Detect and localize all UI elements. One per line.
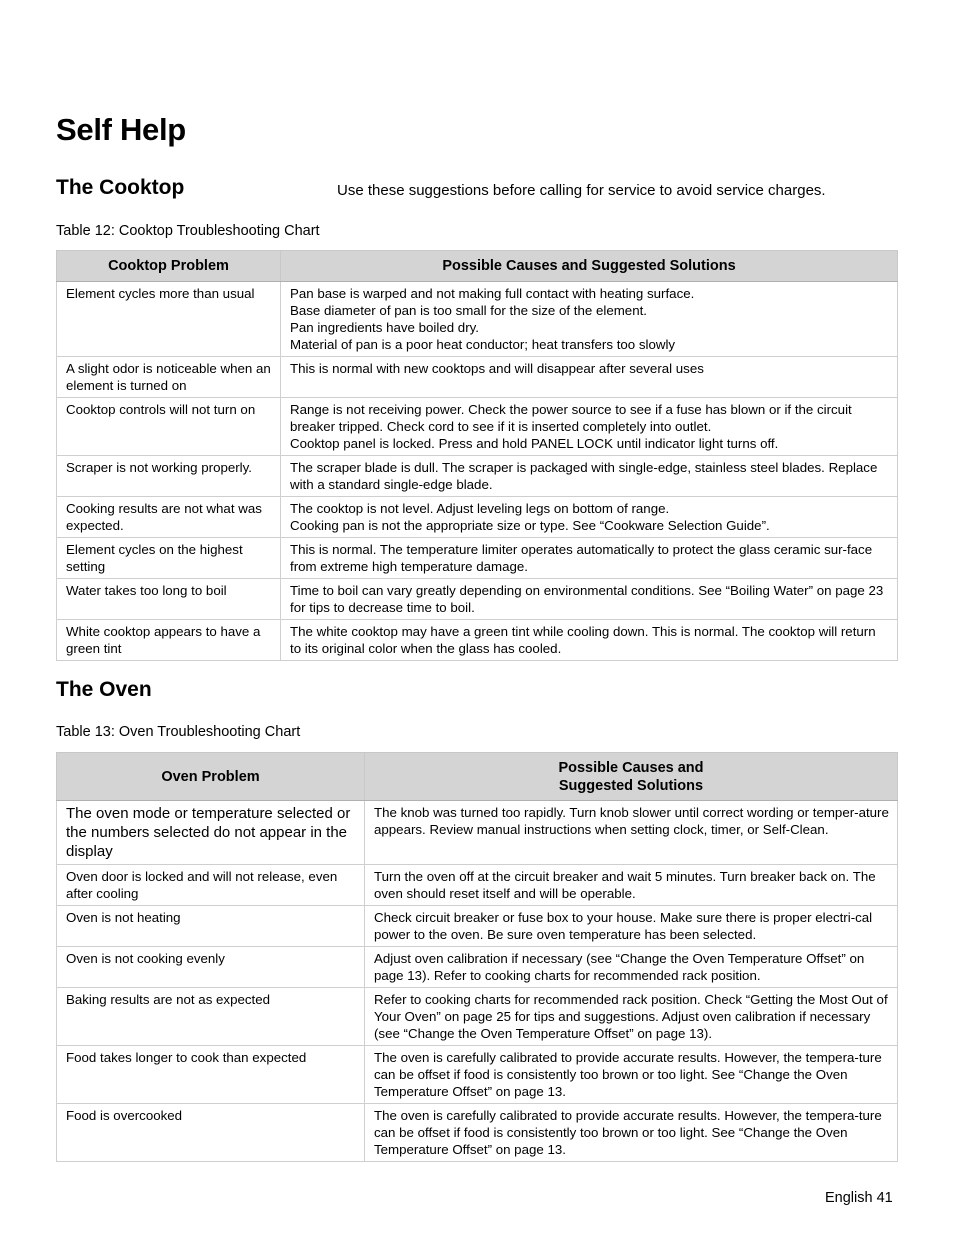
table-row (57, 538, 898, 579)
solution-line: The white cooktop may have a green tint while cooling down. This is normal. The cooktop will return to its original color when the glass has cooled. (290, 624, 876, 656)
header-line: Possible Causes and (558, 759, 704, 776)
cooktop-intro: Use these suggestions before calling for service to avoid service charges. (337, 182, 826, 199)
solution-line: Cooktop panel is locked. Press and hold PANEL LOCK until indicator light turns off. (290, 436, 779, 451)
solution-line: Material of pan is a poor heat conductor; heat transfers too slowly (290, 337, 676, 352)
solution-cell (365, 801, 898, 865)
cooktop-table-body (57, 282, 898, 661)
problem-cell: Element cycles more than usual (57, 282, 281, 357)
solution-cell (281, 538, 898, 579)
problem-cell: Scraper is not working properly. (57, 456, 281, 497)
solution-line: Range is not receiving power. Check the power source to see if a fuse has blown or if the circuit breaker tripped. Check cord to see if it is inserted completely into outlet. (290, 402, 852, 434)
oven-troubleshooting-table (56, 752, 898, 1162)
column-header-problem: Oven Problem (57, 753, 365, 801)
problem-cell: Oven is not heating (57, 906, 365, 947)
table-row (57, 988, 898, 1046)
solution-cell (365, 1046, 898, 1104)
solution-cell (365, 947, 898, 988)
table-row (57, 357, 898, 398)
solution-cell (281, 282, 898, 357)
cooktop-troubleshooting-table (56, 250, 898, 661)
solution-line: Check circuit breaker or fuse box to your house. Make sure there is proper electri-cal power to the oven. Be sure oven temperature has been selected. (374, 910, 873, 942)
problem-cell: Cooking results are not what was expected. (57, 497, 281, 538)
table-row (57, 906, 898, 947)
problem-cell: Food is overcooked (57, 1104, 365, 1162)
problem-cell: Cooktop controls will not turn on (57, 398, 281, 456)
problem-cell: Food takes longer to cook than expected (57, 1046, 365, 1104)
solution-line: This is normal. The temperature limiter operates automatically to protect the glass ceramic sur-face from extreme high temperature damage. (290, 542, 873, 574)
table-row (57, 282, 898, 357)
column-header-solutions (365, 753, 898, 801)
table-row (57, 865, 898, 906)
solution-cell (281, 456, 898, 497)
page-footer: English 41 (825, 1190, 893, 1206)
problem-cell: White cooktop appears to have a green tint (57, 620, 281, 661)
table-row (57, 1104, 898, 1162)
solution-line: The knob was turned too rapidly. Turn knob slower until correct wording or temper-ature appears. Review manual instructions when setting clock, timer, or Self-Clean. (374, 805, 889, 837)
problem-cell: Baking results are not as expected (57, 988, 365, 1046)
solution-line: Adjust oven calibration if necessary (see “Change the Oven Temperature Offset” on page 13). Refer to cooking charts for recommended rack position. (374, 951, 865, 983)
solution-cell (281, 357, 898, 398)
solution-line: The oven is carefully calibrated to provide accurate results. However, the tempera-ture can be offset if food is consistently too brown or too light. See “Change the Oven Temperature Offset” on page 13. (374, 1108, 882, 1157)
problem-cell: A slight odor is noticeable when an element is turned on (57, 357, 281, 398)
problem-cell: Element cycles on the highest setting (57, 538, 281, 579)
solution-cell (365, 906, 898, 947)
solution-line: The cooktop is not level. Adjust leveling legs on bottom of range. (290, 501, 670, 516)
problem-cell: Oven is not cooking evenly (57, 947, 365, 988)
problem-cell: The oven mode or temperature selected or the numbers selected do not appear in the display (57, 801, 365, 865)
solution-line: Pan base is warped and not making full contact with heating surface. (290, 286, 695, 301)
solution-line: Cooking pan is not the appropriate size or type. See “Cookware Selection Guide”. (290, 518, 770, 533)
table-row (57, 398, 898, 456)
problem-cell: Oven door is locked and will not release, even after cooling (57, 865, 365, 906)
table-row (57, 579, 898, 620)
solution-cell (281, 620, 898, 661)
column-header-solutions: Possible Causes and Suggested Solutions (281, 251, 898, 282)
oven-table-body (57, 801, 898, 1162)
table-row (57, 947, 898, 988)
page-title: Self Help (56, 112, 186, 147)
solution-line: Pan ingredients have boiled dry. (290, 320, 479, 335)
cooktop-heading: The Cooktop (56, 176, 185, 199)
table-row (57, 620, 898, 661)
table-row (57, 497, 898, 538)
solution-line: The oven is carefully calibrated to provide accurate results. However, the tempera-ture can be offset if food is consistently too brown or too light. See “Change the Oven Temperature Offset” on page 13. (374, 1050, 882, 1099)
table-row (57, 456, 898, 497)
cooktop-table-caption: Table 12: Cooktop Troubleshooting Chart (56, 223, 320, 239)
solution-line: Base diameter of pan is too small for the size of the element. (290, 303, 647, 318)
table-row (57, 801, 898, 865)
solution-cell (281, 398, 898, 456)
oven-heading: The Oven (56, 678, 152, 701)
header-line: Suggested Solutions (558, 777, 704, 794)
solution-cell (281, 579, 898, 620)
table-row (57, 1046, 898, 1104)
problem-cell: Water takes too long to boil (57, 579, 281, 620)
solution-cell (365, 865, 898, 906)
solution-line: Time to boil can vary greatly depending on environmental conditions. See “Boiling Water” on page 23 for tips to decrease time to boil. (290, 583, 884, 615)
table-header-row (57, 753, 898, 801)
solution-cell (365, 988, 898, 1046)
solution-cell (365, 1104, 898, 1162)
solution-line: This is normal with new cooktops and will disappear after several uses (290, 361, 704, 376)
oven-table-caption: Table 13: Oven Troubleshooting Chart (56, 724, 301, 740)
solution-line: Refer to cooking charts for recommended rack position. Check “Getting the Most Out of Your Oven” on page 25 for tips and suggestions. Adjust oven calibration if necessary (see “Change the Oven Temperature Offset” on page 13). (374, 992, 888, 1041)
solution-line: The scraper blade is dull. The scraper is packaged with single-edge, stainless steel blades. Replace with a standard single-edge blade. (290, 460, 878, 492)
column-header-problem: Cooktop Problem (57, 251, 281, 282)
table-header-row (57, 251, 898, 282)
solution-cell (281, 497, 898, 538)
solution-line: Turn the oven off at the circuit breaker and wait 5 minutes. Turn breaker back on. The oven should reset itself and will be operable. (374, 869, 876, 901)
